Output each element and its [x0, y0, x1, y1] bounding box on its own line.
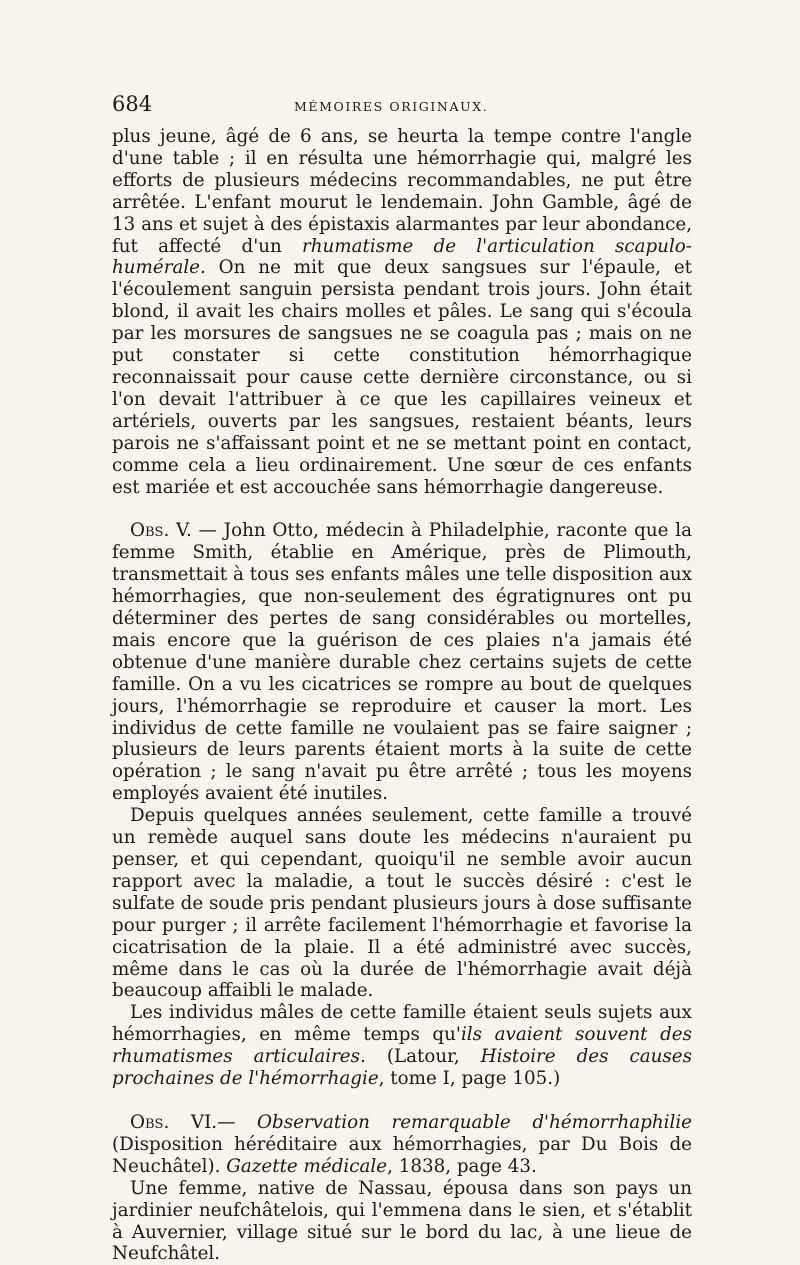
paragraph-continuation: [112, 126, 692, 498]
paragraph-text: , 1838, page 43.: [387, 1155, 537, 1177]
page-number: 684: [112, 92, 153, 116]
nassau-paragraph: [112, 1178, 692, 1265]
paragraph-text: (Disposition héréditaire aux hémorrhagies, par Du Bois de Neuchâtel).: [112, 1133, 692, 1177]
paragraph-text: On ne mit que deux sangsues sur l'épaule, et l'écoulement sanguin persista pendant trois jours. John était blond, il avait les chairs molles et pâles. Le sang qui s'écoula par les morsures de sangsues ne se coagula pas ; mais on ne put constater si cette constitution hémorrhagique reconnaissait pour cause cette dernière circonstance, ou si l'on devait l'attribuer à ce que les capillaires veineux et artériels, ouverts par les sangsues, restaient béants, leurs parois ne s'affaissant point et ne se mettant point en contact, comme cela a lieu ordinairement. Une sœur de ces enfants est mariée et est accouchée sans hémorrhagie dangereuse.: [112, 257, 692, 498]
journal-title: Gazette médicale: [226, 1155, 388, 1177]
observation-label: Obs. V.: [130, 520, 192, 542]
paragraph-text: Les individus mâles de cette famille étaient seuls sujets aux hémorrhagies, en même temps qu': [112, 1002, 692, 1046]
section-gap: [112, 1090, 692, 1112]
paragraph-text: (Latour,: [365, 1046, 481, 1068]
running-head: MÉMOIRES ORIGINAUX.: [294, 99, 489, 114]
citation-title: Histoire des causes prochaines de l'hémorrhagie: [112, 1046, 692, 1090]
observation-label: Obs. VI.: [130, 1111, 218, 1133]
paragraph-text: —: [217, 1111, 258, 1133]
italic-text: ils avaient souvent des rhumatismes articulaires.: [112, 1024, 692, 1068]
observation-v-paragraph: [112, 520, 692, 805]
observation-vi-paragraph: [112, 1112, 692, 1178]
page-header: [112, 92, 692, 126]
paragraph-text: , tome I, page 105.): [378, 1068, 561, 1090]
paragraph-text: Une femme, native de Nassau, épousa dans son pays un jardinier neufchâtelois, qui l'emmena dans le sien, et s'établit à Auvernier, village situé sur le bord du lac, à une lieue de Neufchâtel.: [112, 1177, 692, 1265]
rheumatism-paragraph: [112, 1002, 692, 1090]
paragraph-text: — John Otto, médecin à Philadelphie, raconte que la femme Smith, établie en Amérique, près de Plimouth, transmettait à tous ses enfants mâles une telle disposition aux hémorrhagies, que non-seulement des égratignures ont pu déterminer des pertes de sang considérables ou mortelles, mais encore que la guérison de ces plaies n'a jamais été obtenue d'une manière durable chez certains sujets de cette famille. On a vu les cicatrices se rompre au bout de quelques jours, l'hémorrhagie se reproduire et causer la mort. Les individus de cette famille ne voulaient pas se faire saigner ; plusieurs de leurs parents étaient morts à la suite de cette opération ; le sang n'avait pu être arrêté ; tous les moyens employés avaient été inutiles.: [112, 520, 692, 805]
observation-title: Observation remarquable d'hémorrhaphilie: [257, 1111, 692, 1133]
section-gap: [112, 498, 692, 520]
paragraph-text: plus jeune, âgé de 6 ans, se heurta la tempe contre l'angle d'une table ; il en résulta une hémorrhagie qui, malgré les efforts de plusieurs médecins recommandables, ne put être arrêtée. L'enfant mourut le lendemain. John Gamble, âgé de 13 ans et sujet à des épistaxis alarmantes par leur abondance, fut affecté d'un: [112, 126, 693, 257]
remedy-paragraph: [112, 805, 692, 1002]
paragraph-text: Depuis quelques années seulement, cette famille a trouvé un remède auquel sans doute les médecins n'auraient pu penser, et qui cependant, quoiqu'il ne semble avoir aucun rapport avec la maladie, a tout le succès désiré : c'est le sulfate de soude pris pendant plusieurs jours à dose suffisante pour purger ; il arrête facilement l'hémorrhagie et favorise la cicatrisation de la plaie. Il a été administré avec succès, même dans le cas où la durée de l'hémorrhagie avait déjà beaucoup affaibli le malade.: [112, 805, 692, 1002]
italic-text: rhumatisme de l'articulation scapulo-humérale.: [112, 235, 692, 279]
